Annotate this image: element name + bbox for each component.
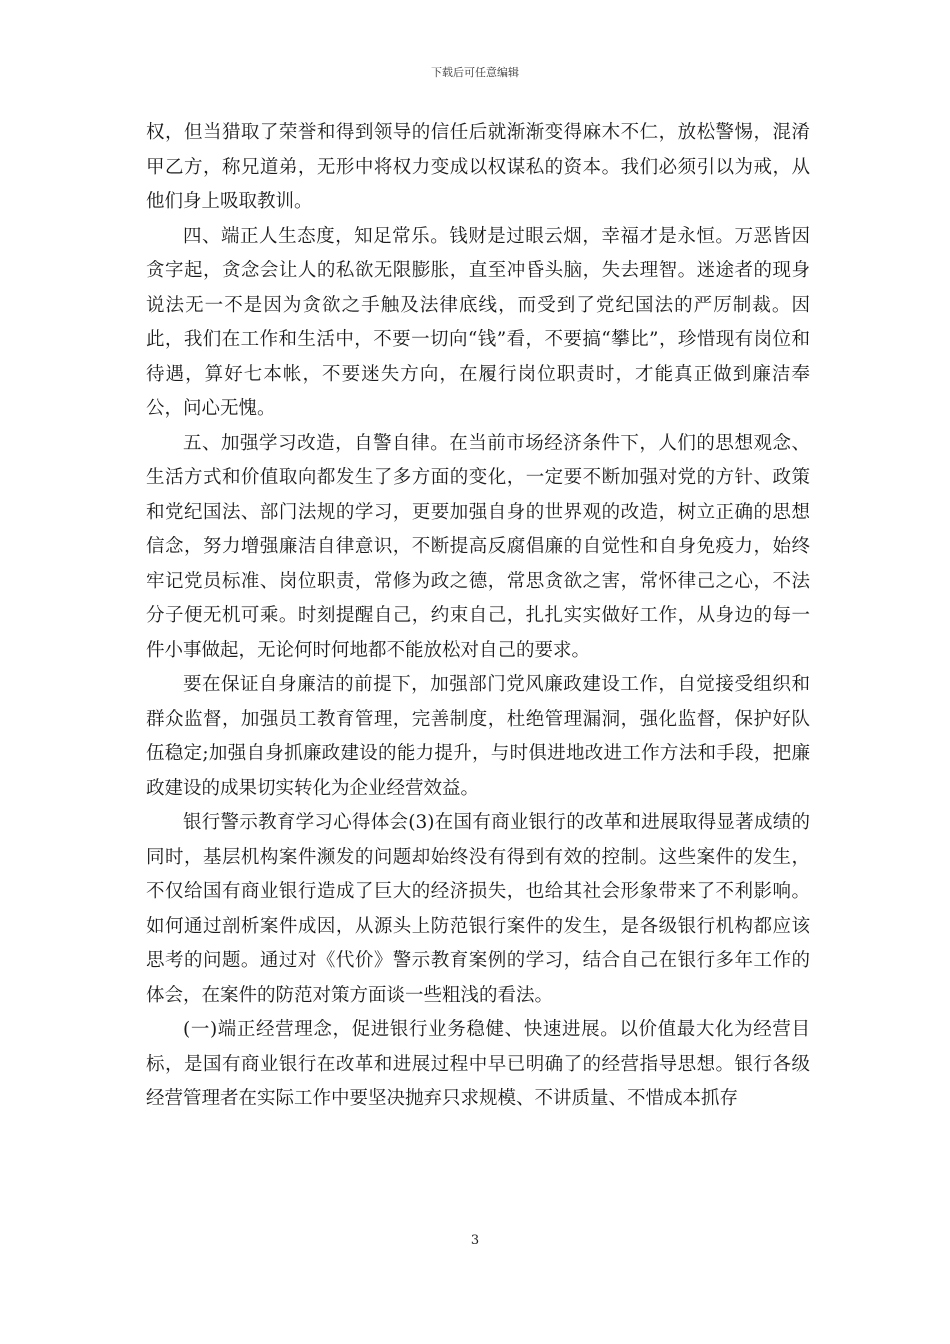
document-body [146,116,810,1117]
paragraph-1: 权，但当猎取了荣誉和得到领导的信任后就渐渐变得麻木不仁，放松警惕，混淆甲乙方，称兄道弟，无形中将权力变成以权谋私的资本。我们必须引以为戒，从他们身上吸取教训。 [146,122,810,212]
page-number: 3 [470,1233,480,1248]
paragraph-2: 四、端正人生态度，知足常乐。钱财是过眼云烟，幸福才是永恒。万恶皆因贪字起，贪念会让人的私欲无限膨胀，直至冲昏头脑，失去理智。迷途者的现身说法无一不是因为贪欲之手触及法律底线，而受到了党纪国法的严厉制裁。因此，我们在工作和生活中，不要一切向“钱”看，不要搞“攀比”，珍惜现有岗位和待遇，算好七本帐，不要迷失方向，在履行岗位职责时，才能真正做到廉洁奉公，问心无愧。 [146,225,810,419]
paragraph-5: 银行警示教育学习心得体会(3)在国有商业银行的改革和进展取得显著成绩的同时，基层机构案件濒发的问题却始终没有得到有效的控制。这些案件的发生，不仅给国有商业银行造成了巨大的经济损失，也给其社会形象带来了不利影响。如何通过剖析案件成因，从源头上防范银行案件的发生，是各级银行机构都应该思考的问题。通过对《代价》警示教育案例的学习，结合自己在银行多年工作的体会，在案件的防范对策方面谈一些粗浅的看法。 [146,812,810,1006]
paragraph-3: 五、加强学习改造，自警自律。在当前市场经济条件下，人们的思想观念、生活方式和价值取向都发生了多方面的变化，一定要不断加强对党的方针、政策和党纪国法、部门法规的学习，更要加强自身的世界观的改造，树立正确的思想信念，努力增强廉洁自律意识，不断提高反腐倡廉的自觉性和自身免疫力，始终牢记党员标准、岗位职责，常修为政之德，常思贪欲之害，常怀律己之心，不法分子便无机可乘。时刻提醒自己，约束自己，扎扎实实做好工作，从身边的每一件小事做起，无论何时何地都不能放松对自己的要求。 [146,432,810,661]
page-header: 下载后可任意编辑 [431,66,519,79]
paragraph-6: (一)端正经营理念，促进银行业务稳健、快速进展。以价值最大化为经营目标，是国有商业银行在改革和进展过程中早已明确了的经营指导思想。银行各级经营管理者在实际工作中要坚决抛弃只求规模、不讲质量、不惜成本抓存 [146,1019,810,1109]
paragraph-4: 要在保证自身廉洁的前提下，加强部门党风廉政建设工作，自觉接受组织和群众监督，加强员工教育管理，完善制度，杜绝管理漏洞，强化监督，保护好队伍稳定;加强自身抓廉政建设的能力提升，与时俱进地改进工作方法和手段，把廉政建设的成果切实转化为企业经营效益。 [146,674,810,799]
